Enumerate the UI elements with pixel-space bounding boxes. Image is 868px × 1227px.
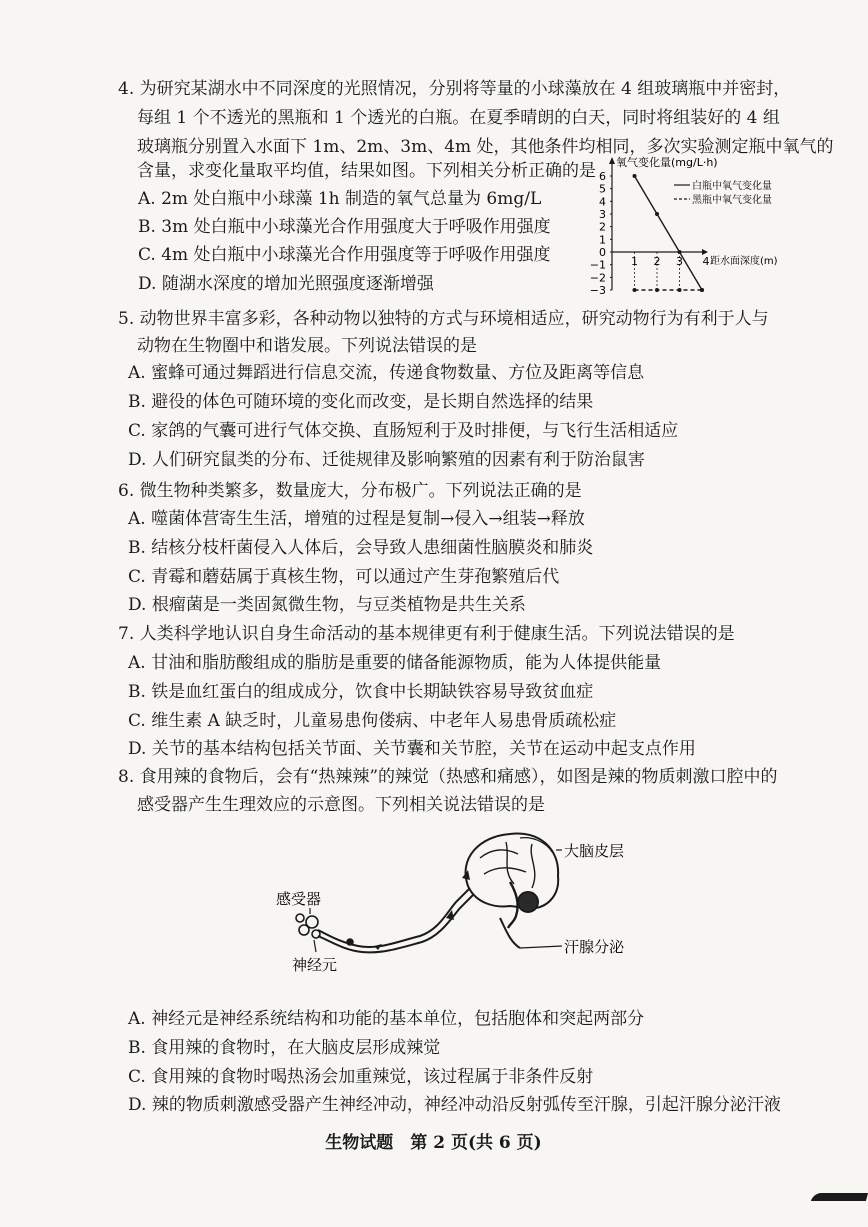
page-edge-shadow: [811, 1193, 868, 1201]
q4-option-b: B. 3m 处白瓶中小球藻光合作用强度大于呼吸作用强度: [138, 217, 551, 237]
q4-stem-line-1: 4. 为研究某湖水中不同深度的光照情况，分别将等量的小球藻放在 4 组玻璃瓶中并密封，: [118, 79, 791, 99]
q5-option-b: B. 避役的体色可随环境的变化而改变，是长期自然选择的结果: [128, 392, 594, 412]
q5-option-a: A. 蜜蜂可通过舞蹈进行信息交流，传递食物数量、方位及距离等信息: [128, 363, 645, 383]
q5-stem-line-1: 5. 动物世界丰富多彩，各种动物以独特的方式与环境相适应，研究动物行为有利于人与: [118, 309, 769, 329]
series-point-1-3: [700, 288, 704, 292]
q8-option-c: C. 食用辣的食物时喝热汤会加重辣觉，该过程属于非条件反射: [128, 1067, 594, 1087]
receptor-illustration: [296, 914, 353, 945]
y-tick-label: −2: [589, 271, 606, 285]
q8-option-d: D. 辣的物质刺激感受器产生神经冲动，神经冲动沿反射弧传至汗腺，引起汗腺分泌汗液: [128, 1095, 781, 1115]
q6-option-d: D. 根瘤菌是一类固氮微生物，与豆类植物是共生关系: [128, 595, 526, 615]
q6-option-a: A. 噬菌体营寄生生活，增殖的过程是复制→侵入→组装→释放: [128, 509, 585, 529]
q4-stem-line-3: 玻璃瓶分别置入水面下 1m、2m、3m、4m 处，其他条件均相同，多次实验测定瓶中氧气的: [137, 137, 834, 157]
x-tick-label: 2: [653, 255, 661, 268]
y-tick-label: 4: [599, 195, 606, 209]
series-point-0-0: [633, 174, 637, 178]
x-tick-label: 3: [676, 255, 683, 268]
chart-labels: [590, 155, 778, 297]
q8-stem-line-1: 8. 食用辣的食物后，会有“热辣辣”的辣觉（热感和痛感），如图是辣的物质刺激口腔中的: [118, 767, 778, 787]
label-cerebral-cortex: 大脑皮层: [564, 842, 625, 860]
q4-stem-line-4: 含量，求变化量取平均值，结果如图。下列相关分析正确的是: [137, 161, 596, 181]
q4-option-c: C. 4m 处白瓶中小球藻光合作用强度等于呼吸作用强度: [138, 245, 551, 265]
series-point-0-2: [678, 250, 682, 254]
y-tick-label: 2: [599, 220, 606, 234]
y-tick-label: −3: [589, 284, 606, 297]
legend-label-0: 白瓶中氧气变化量: [692, 181, 772, 192]
x-tick-label: 4: [702, 255, 710, 268]
series-point-0-1: [655, 212, 659, 216]
q8-stem-line-2: 感受器产生生理效应的示意图。下列相关说法错误的是: [137, 795, 545, 815]
q8-reflex-diagram: [270, 818, 650, 978]
x-axis-label: 距水面深度(m): [710, 256, 778, 267]
y-tick-label: 0: [599, 246, 606, 259]
nerve-arrows: [374, 870, 470, 950]
q8-option-b: B. 食用辣的食物时，在大脑皮层形成辣觉: [128, 1038, 441, 1058]
x-tick-label: 1: [631, 255, 638, 268]
q7-option-c: C. 维生素 A 缺乏时，儿童易患佝偻病、中老年人易患骨质疏松症: [128, 711, 617, 731]
label-neuron: 神经元: [292, 956, 338, 974]
series-point-1-1: [655, 288, 659, 292]
q4-option-d: D. 随湖水深度的增加光照强度逐渐增强: [138, 274, 434, 294]
chart-axes: [609, 157, 708, 290]
q4-option-a: A. 2m 处白瓶中小球藻 1h 制造的氧气总量为 6mg/L: [138, 189, 542, 209]
q6-stem-line-1: 6. 微生物种类繁多，数量庞大，分布极广。下列说法正确的是: [118, 481, 582, 501]
y-axis-label: 氧气变化量(mg/L·h): [616, 156, 718, 169]
q6-option-c: C. 青霉和蘑菇属于真核生物，可以通过产生芽孢繁殖后代: [128, 567, 560, 587]
y-axis-arrow: [609, 157, 615, 164]
y-tick-label: 3: [599, 208, 606, 221]
q5-option-c: C. 家鸽的气囊可进行气体交换、直肠短利于及时排便，与飞行生活相适应: [128, 421, 679, 441]
legend-label-1: 黑瓶中氧气变化量: [692, 195, 772, 206]
series-point-1-0: [633, 288, 637, 292]
page-footer: 生物试题 第 2 页(共 6 页): [325, 1133, 542, 1153]
y-tick-label: 6: [599, 170, 606, 183]
q5-stem-line-2: 动物在生物圈中和谐发展。下列说法错误的是: [137, 336, 477, 356]
q5-option-d: D. 人们研究鼠类的分布、迁徙规律及影响繁殖的因素有利于防治鼠害: [128, 450, 645, 470]
q7-option-d: D. 关节的基本结构包括关节面、关节囊和关节腔，关节在运动中起支点作用: [128, 739, 696, 759]
q8-option-a: A. 神经元是神经系统结构和功能的基本单位，包括胞体和突起两部分: [128, 1009, 645, 1029]
y-tick-label: −1: [589, 258, 606, 272]
series-point-1-2: [678, 288, 682, 292]
label-sweat-gland: 汗腺分泌: [564, 938, 625, 956]
q7-option-a: A. 甘油和脂肪酸组成的脂肪是重要的储备能源物质，能为人体提供能量: [128, 653, 662, 673]
q6-option-b: B. 结核分枝杆菌侵入人体后，会导致人患细菌性脑膜炎和肺炎: [128, 538, 594, 558]
brain-illustration: [466, 833, 559, 928]
y-tick-label: 5: [599, 182, 606, 196]
q4-oxygen-chart: [589, 152, 782, 297]
q7-stem-line-1: 7. 人类科学地认识自身生命活动的基本规律更有利于健康生活。下列说法错误的是: [118, 624, 735, 644]
series-line-0: [635, 176, 703, 290]
y-tick-label: 1: [599, 233, 606, 247]
q4-stem-line-2: 每组 1 个不透光的黑瓶和 1 个透光的白瓶。在夏季晴朗的白天，同时将组装好的 4 组: [137, 108, 780, 128]
label-receptor: 感受器: [276, 890, 322, 908]
q7-option-b: B. 铁是血红蛋白的组成成分，饮食中长期缺铁容易导致贫血症: [128, 682, 594, 702]
